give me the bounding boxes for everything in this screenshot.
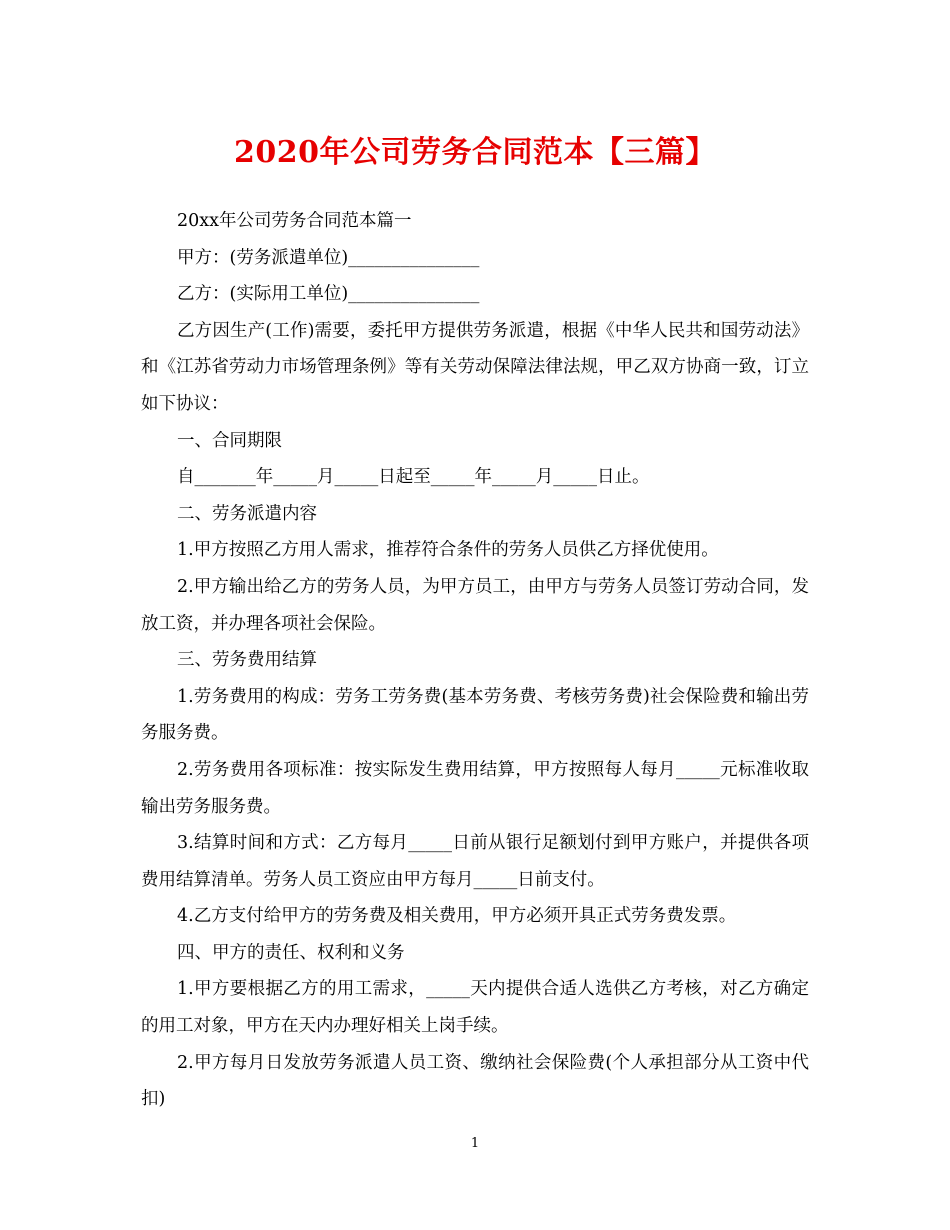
section-heading-party-a-duties: 四、甲方的责任、权利和义务 xyxy=(177,942,405,963)
party-a-duty-2: 2.甲方每月日发放劳务派遣人员工资、缴纳社会保险费(个人承担部分从工资中代扣) xyxy=(141,1052,809,1110)
preamble-paragraph: 乙方因生产(工作)需要，委托甲方提供劳务派遣，根据《中华人民共和国劳动法》和《江苏省劳动力市场管理条例》等有关劳动保障法律法规，甲乙双方协商一致，订立如下协议： xyxy=(141,320,809,414)
section-heading-term: 一、合同期限 xyxy=(177,430,282,451)
party-a-duty-1: 1.甲方要根据乙方的用工需求，_____天内提供合适人选供乙方考核，对乙方确定的用工对象，甲方在天内办理好相关上岗手续。 xyxy=(141,979,809,1037)
document-title: 2020年公司劳务合同范本【三篇】 xyxy=(234,135,716,170)
party-a-line: 甲方：(劳务派遣单位)_______________ xyxy=(177,247,480,268)
document-body xyxy=(141,203,809,1118)
dispatch-clause-2: 2.甲方输出给乙方的劳务人员，为甲方员工，由甲方与劳务人员签订劳动合同，发放工资，并办理各项社会保险。 xyxy=(141,576,809,634)
section-heading-part-one: 20xx年公司劳务合同范本篇一 xyxy=(177,211,412,231)
page-number: 1 xyxy=(470,1136,480,1151)
dispatch-clause-1: 1.甲方按照乙方用人需求，推荐符合条件的劳务人员供乙方择优使用。 xyxy=(177,540,719,561)
party-b-line: 乙方：(实际用工单位)_______________ xyxy=(177,284,480,305)
settlement-clause-2: 2.劳务费用各项标准：按实际发生费用结算，甲方按照每人每月_____元标准收取输出劳务服务费。 xyxy=(141,759,809,817)
settlement-clause-3: 3.结算时间和方式：乙方每月_____日前从银行足额划付到甲方账户，并提供各项费用结算清单。劳务人员工资应由甲方每月_____日前支付。 xyxy=(141,833,809,890)
settlement-clause-1: 1.劳务费用的构成：劳务工劳务费(基本劳务费、考核劳务费)社会保险费和输出劳务服务费。 xyxy=(141,686,809,744)
section-heading-settlement: 三、劳务费用结算 xyxy=(177,650,317,671)
term-dates-line: 自_______年_____月_____日起至_____年_____月_____日止。 xyxy=(177,467,650,488)
section-heading-dispatch: 二、劳务派遣内容 xyxy=(177,503,317,524)
settlement-clause-4: 4.乙方支付给甲方的劳务费及相关费用，甲方必须开具正式劳务费发票。 xyxy=(177,906,737,927)
